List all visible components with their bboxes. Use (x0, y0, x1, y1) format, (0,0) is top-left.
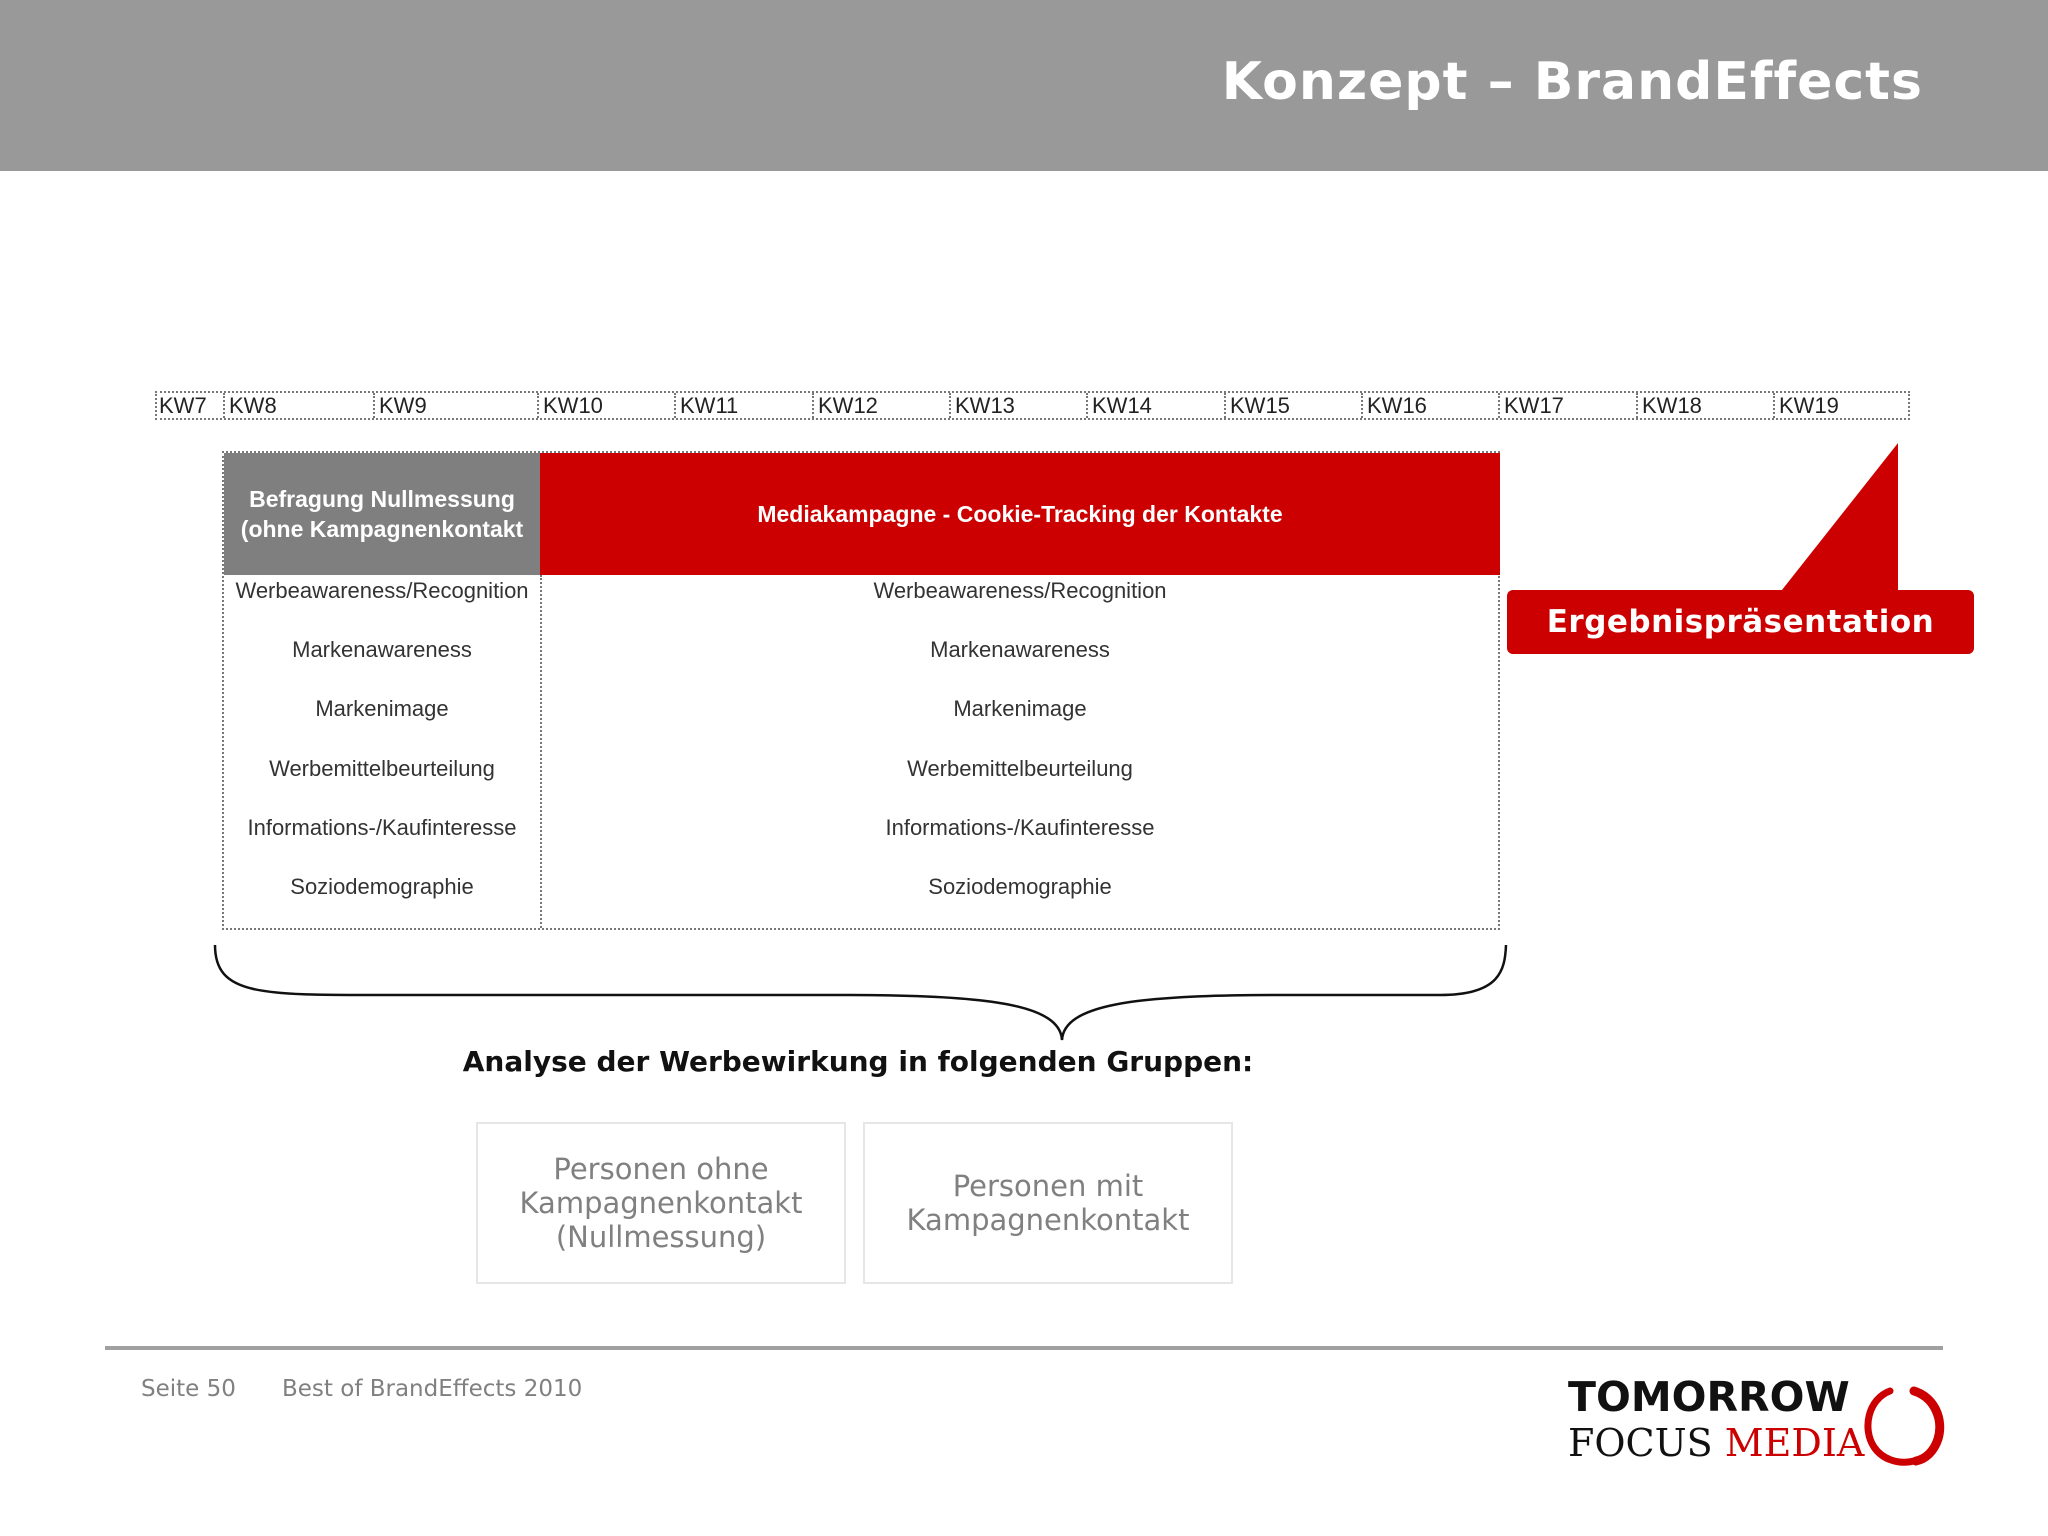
group-a-line1: Personen ohne (553, 1152, 769, 1186)
measurement-table (222, 451, 1500, 930)
tomorrow-focus-media-logo (1568, 1373, 1948, 1473)
week-label: KW10 (537, 393, 674, 418)
logo-text-focus: FOCUS (1568, 1421, 1713, 1465)
row-right-markenawareness: Markenawareness (930, 637, 1110, 662)
week-label: KW11 (674, 393, 812, 418)
group-a-line3: (Nullmessung) (555, 1220, 767, 1254)
logo-text-media: MEDIA (1724, 1421, 1865, 1465)
week-label: KW14 (1086, 393, 1224, 418)
week-label: KW16 (1361, 393, 1498, 418)
week-label: KW7 (159, 393, 207, 418)
logo-text-tomorrow: TOMORROW (1568, 1373, 1850, 1421)
week-label: KW9 (373, 393, 537, 418)
slide-title: Konzept – BrandEffects (1221, 52, 1923, 112)
group-b-line1: Personen mit (952, 1169, 1144, 1203)
week-label: KW12 (812, 393, 949, 418)
logo-text-focus-media (1568, 1421, 1864, 1465)
week-label: KW19 (1773, 393, 1908, 418)
row-right-werbemittelbeurteilung: Werbemittelbeurteilung (907, 756, 1133, 781)
group-box-mit-kontakt (863, 1122, 1233, 1284)
group-box-ohne-kontakt (476, 1122, 846, 1284)
footer-source: Best of BrandEffects 2010 (282, 1376, 583, 1402)
page-number: Seite 50 (141, 1376, 236, 1402)
analysis-heading: Analyse der Werbewirkung in folgenden Gruppen: (462, 1045, 1254, 1078)
row-left-markenimage: Markenimage (315, 696, 449, 721)
row-left-soziodemographie: Soziodemographie (290, 874, 474, 899)
row-left-markenawareness: Markenawareness (292, 637, 472, 662)
callout-triangle (1778, 443, 1898, 595)
mediakampagne-header: Mediakampagne - Cookie-Tracking der Kontakte (540, 453, 1500, 575)
week-label: KW17 (1498, 393, 1636, 418)
row-right-kaufinteresse: Informations-/Kaufinteresse (885, 815, 1155, 840)
week-label: KW8 (223, 393, 373, 418)
row-right-markenimage: Markenimage (953, 696, 1087, 721)
nullmessung-header-line2: (ohne Kampagnenkontakt (240, 516, 524, 542)
header-bar (0, 0, 2048, 171)
week-label: KW13 (949, 393, 1086, 418)
curly-brace (210, 940, 1510, 1050)
footer-divider (105, 1346, 1943, 1350)
logo-ring-icon (1860, 1381, 1950, 1471)
week-label: KW15 (1224, 393, 1361, 418)
nullmessung-header-line1: Befragung Nullmessung (249, 486, 515, 512)
group-a-line2: Kampagnenkontakt (519, 1186, 803, 1220)
row-left-kaufinteresse: Informations-/Kaufinteresse (247, 815, 517, 840)
ergebnispraesentation-label: Ergebnispräsentation (1507, 590, 1974, 654)
row-left-werbemittelbeurteilung: Werbemittelbeurteilung (269, 756, 495, 781)
row-right-werbeawareness: Werbeawareness/Recognition (873, 578, 1167, 603)
callout-pointer (1500, 435, 1920, 605)
row-left-werbeawareness: Werbeawareness/Recognition (235, 578, 529, 603)
group-b-line2: Kampagnenkontakt (906, 1203, 1190, 1237)
nullmessung-header (224, 453, 540, 575)
brace-path (215, 945, 1506, 1040)
week-timeline (155, 391, 1910, 420)
row-right-soziodemographie: Soziodemographie (928, 874, 1112, 899)
week-label: KW18 (1636, 393, 1773, 418)
